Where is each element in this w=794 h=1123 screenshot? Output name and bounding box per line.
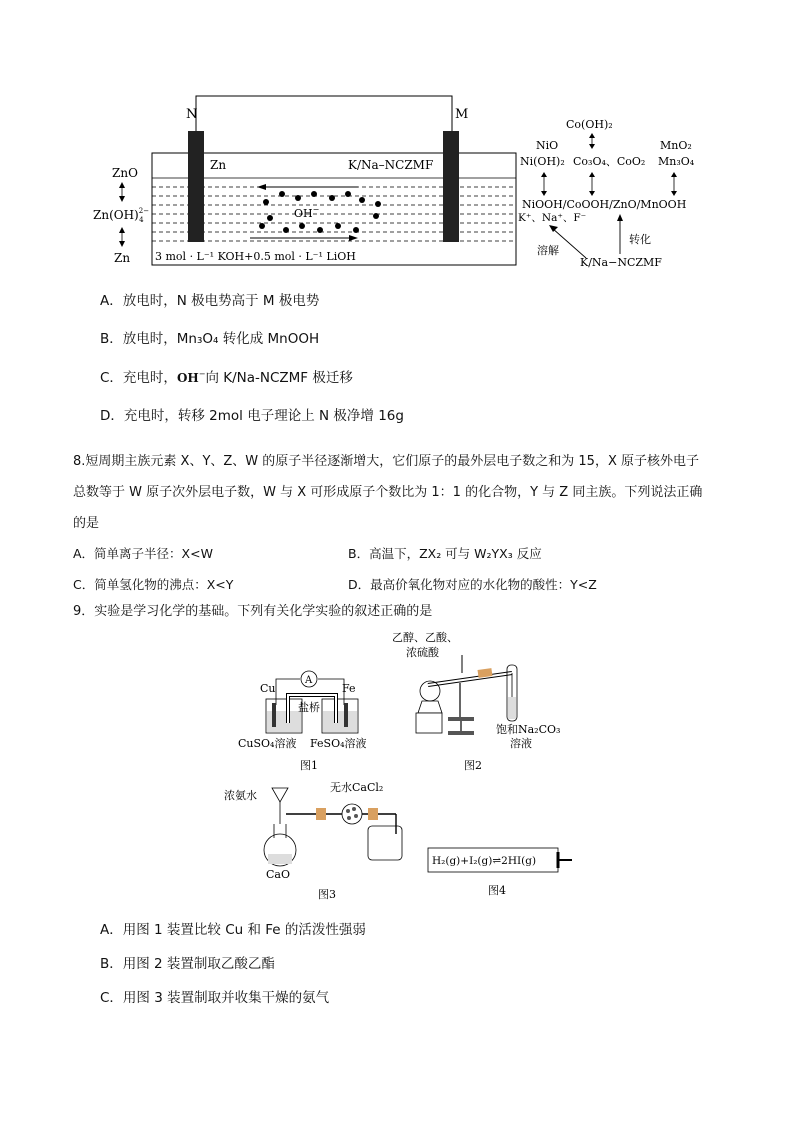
- reaction-scheme: [512, 108, 712, 270]
- fig1-bridge: 盐桥: [298, 701, 320, 714]
- q9-option-b: B．用图 2 装置制取乙酸乙酯: [100, 956, 275, 972]
- q8-line-3: 的是: [73, 516, 100, 531]
- ion-label: OH−: [294, 205, 320, 220]
- scheme-mn3o4: Mn₃O₄: [658, 155, 695, 168]
- fig3-cao: CaO: [266, 868, 290, 881]
- scheme-mno2: MnO₂: [660, 139, 692, 152]
- fig3-cacl2: 无水CaCl₂: [330, 781, 384, 794]
- q8-option-a: A．简单离子半径：X<W: [73, 546, 213, 561]
- q8-line-1: 8.短周期主族元素 X、Y、Z、W 的原子半径逐渐增大，它们原子的最外层电子数之和为 15，X 原子核外电子: [73, 454, 699, 469]
- electrolyte-label: 3 mol · L⁻¹ KOH+0.5 mol · L⁻¹ LiOH: [155, 250, 356, 263]
- q8-line-2: 总数等于 W 原子次外层电子数，W 与 X 可形成原子个数比为 1：1 的化合物，Y 与 Z 同主族。下列说法正确: [73, 485, 703, 500]
- figure-3: [220, 778, 420, 903]
- side-zn: Zn: [114, 251, 131, 265]
- scheme-co3o4: Co₃O₄、CoO₂: [573, 155, 646, 168]
- figure-4: [420, 840, 580, 900]
- figure-2: [370, 625, 570, 775]
- fig2-saturated-2: 溶液: [510, 737, 532, 750]
- fig1-right-solution: FeSO₄溶液: [310, 737, 367, 750]
- q7-option-c: C．充电时，OH−向 K/Na-NCZMF 极迁移: [100, 369, 353, 386]
- fig4-caption: 图4: [488, 884, 506, 897]
- label-n: N: [186, 107, 198, 122]
- fig2-saturated-1: 饱和Na₂CO₃: [496, 723, 561, 736]
- zn-electrode: [188, 131, 204, 242]
- battery-diagram: [93, 90, 520, 275]
- fig1-left-solution: CuSO₄溶液: [238, 737, 297, 750]
- q7-option-d: D．充电时，转移 2mol 电子理论上 N 极净增 16g: [100, 408, 404, 424]
- scheme-bottom: K/Na−NCZMF: [580, 256, 662, 269]
- scheme-middle: NiOOH/CoOOH/ZnO/MnOOH: [522, 198, 687, 211]
- fig3-caption: 图3: [318, 888, 336, 901]
- q9-stem: 9．实验是学习化学的基础。下列有关化学实验的叙述正确的是: [73, 604, 433, 619]
- scheme-dissolve: 溶解: [537, 244, 559, 257]
- fig4-equation: H₂(g)+I₂(g)⇌2HI(g): [432, 855, 537, 867]
- scheme-nioh2: Ni(OH)₂: [520, 155, 565, 168]
- cathode-electrode: [443, 131, 459, 242]
- side-zno: ZnO: [112, 166, 138, 180]
- scheme-ions: K⁺、Na⁺、F⁻: [518, 212, 587, 224]
- q8-option-b: B．高温下，ZX₂ 可与 W₂YX₃ 反应: [348, 546, 542, 561]
- scheme-coo-h2: Co(OH)₂: [566, 118, 613, 131]
- q8-option-c: C．简单氢化物的沸点：X<Y: [73, 577, 234, 592]
- fig1-fe: Fe: [342, 682, 356, 695]
- q7-option-b: B．放电时，Mn₃O₄ 转化成 MnOOH: [100, 331, 320, 347]
- label-cathode: K/Na–NCZMF: [348, 158, 434, 172]
- label-zn-electrode: Zn: [210, 158, 227, 172]
- scheme-nio: NiO: [536, 139, 559, 152]
- svg-text:A: A: [305, 675, 313, 686]
- q8-option-d: D．最高价氧化物对应的水化物的酸性：Y<Z: [348, 577, 597, 592]
- fig1-caption: 图1: [300, 759, 318, 772]
- side-znoh: Zn(OH)$^{2-}$ 4: [93, 207, 150, 224]
- fig2-reagents-2: 浓硫酸: [406, 646, 439, 659]
- fig1-cu: Cu: [260, 682, 276, 695]
- fig2-reagents-1: 乙醇、乙酸、: [392, 631, 458, 644]
- q9-option-a: A．用图 1 装置比较 Cu 和 Fe 的活泼性强弱: [100, 922, 366, 938]
- q9-option-c: C．用图 3 装置制取并收集干燥的氨气: [100, 990, 330, 1006]
- fig3-ammonia: 浓氨水: [224, 789, 257, 802]
- figure-1: [232, 665, 382, 775]
- q7-option-a: A．放电时，N 极电势高于 M 极电势: [100, 293, 320, 309]
- fig2-caption: 图2: [464, 759, 482, 772]
- label-m: M: [455, 107, 469, 122]
- scheme-transform: 转化: [629, 233, 651, 246]
